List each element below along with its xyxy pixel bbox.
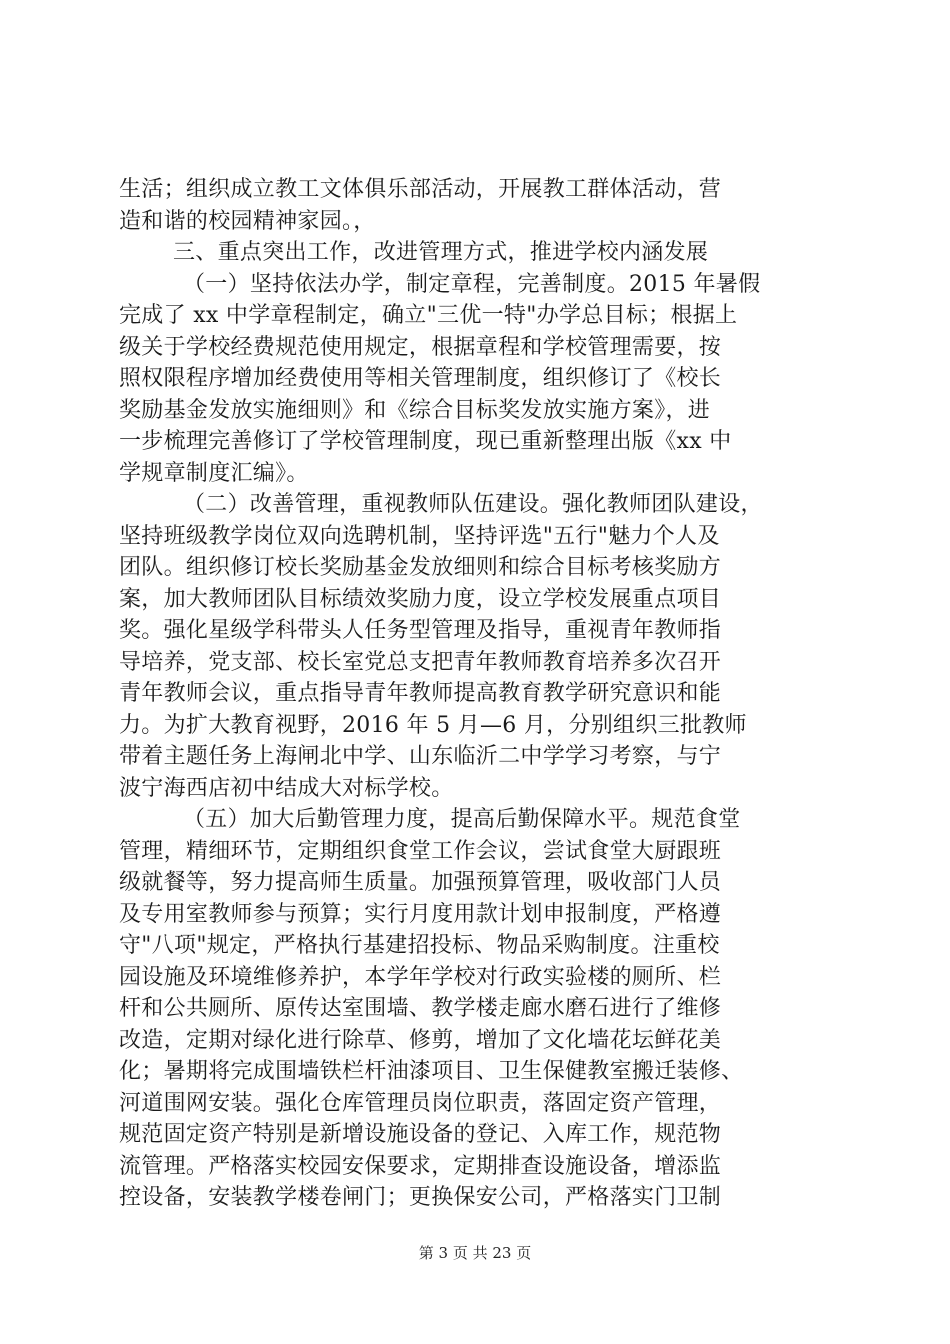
paragraph-start: （二）改善管理，重视教师队伍建设。强化教师团队建设，: [183, 492, 763, 517]
section-heading: 三、重点突出工作，改进管理方式，推进学校内涵发展: [173, 240, 709, 265]
text-line: 级就餐等，努力提高师生质量。加强预算管理，吸收部门人员: [119, 870, 722, 895]
text-line: 规范固定资产特别是新增设施设备的登记、入库工作，规范物: [119, 1122, 722, 1147]
text-line: 导培养，党支部、校长室党总支把青年教师教育培养多次召开: [119, 649, 722, 675]
paragraph-start: （五）加大后勤管理力度，提高后勤保障水平。规范食堂: [183, 807, 741, 832]
text-line: 一步梳理完善修订了学校管理制度，现已重新整理出版《xx 中: [119, 429, 732, 454]
text-line: 造和谐的校园精神家园。，: [119, 208, 376, 234]
text-line: 管理，精细环节，定期组织食堂工作会议，尝试食堂大厨跟班: [119, 838, 722, 864]
text-line: 生活；组织成立教工文体俱乐部活动，开展教工群体活动，营: [119, 177, 722, 202]
text-line: 波宁海西店初中结成大对标学校。: [119, 775, 454, 801]
text-line: 流管理。严格落实校园安保要求，定期排查设施设备，增添监: [119, 1153, 722, 1179]
text-line: 守"八项"规定，严格执行基建招投标、物品采购制度。注重校: [119, 933, 720, 958]
page-footer: [0, 1243, 950, 1263]
text-line: 奖。强化星级学科带头人任务型管理及指导，重视青年教师指: [119, 618, 722, 643]
text-line: 奖励基金发放实施细则》和《综合目标奖发放实施方案》，进: [119, 397, 711, 423]
text-line: 坚持班级教学岗位双向选聘机制，坚持评选"五行"魅力个人及: [119, 523, 720, 549]
text-line: 学规章制度汇编》。: [119, 460, 309, 486]
text-line: 改造，定期对绿化进行除草、修剪，增加了文化墙花坛鲜花美: [119, 1027, 722, 1053]
text-line: 带着主题任务上海闸北中学、山东临沂二中学学习考察，与宁: [119, 744, 722, 769]
text-line: 化；暑期将完成围墙铁栏杆油漆项目、卫生保健教室搬迁装修、: [119, 1059, 744, 1084]
text-line: 级关于学校经费规范使用规定，根据章程和学校管理需要，按: [119, 334, 722, 360]
document-body: [119, 174, 835, 1214]
text-line: 完成了 xx 中学章程制定，确立"三优一特"办学总目标；根据上: [119, 303, 738, 328]
text-line: 案，加大教师团队目标绩效奖励力度，设立学校发展重点项目: [119, 586, 722, 612]
text-line: 及专用室教师参与预算；实行月度用款计划申报制度，严格遵: [119, 901, 722, 927]
text-line: 控设备，安装教学楼卷闸门；更换保安公司，严格落实门卫制: [119, 1185, 722, 1210]
text-line: 园设施及环境维修养护，本学年学校对行政实验楼的厕所、栏: [119, 964, 722, 990]
text-line: 河道围网安装。强化仓库管理员岗位职责，落固定资产管理，: [119, 1090, 722, 1116]
text-line: 力。为扩大教育视野，2016 年 5 月—6 月，分别组织三批教师: [119, 712, 747, 738]
text-line: 照权限程序增加经费使用等相关管理制度，组织修订了《校长: [119, 366, 722, 391]
text-line: 青年教师会议，重点指导青年教师提高教育教学研究意识和能: [119, 681, 722, 706]
page-number: 第 3 页 共 23 页: [418, 1244, 532, 1262]
paragraph-start: （一）坚持依法办学，制定章程，完善制度。2015 年暑假: [183, 271, 761, 297]
text-line: 团队。组织修订校长奖励基金发放细则和综合目标考核奖励方: [119, 555, 722, 580]
text-line: 杆和公共厕所、原传达室围墙、教学楼走廊水磨石进行了维修: [119, 996, 722, 1021]
